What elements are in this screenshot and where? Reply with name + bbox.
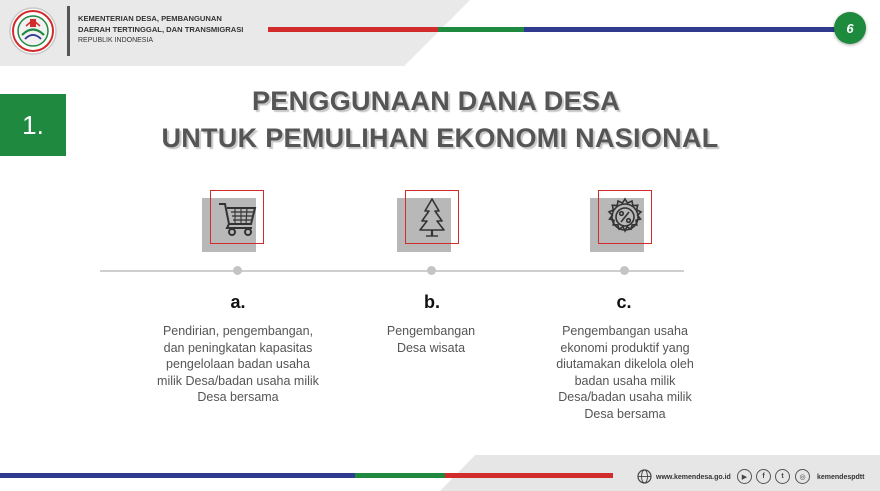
ministry-line-2: DAERAH TERTINGGAL, DAN TRANSMIGRASI [78,25,244,34]
globe-icon [637,469,652,484]
item-description-a [138,323,338,406]
timeline-dot-c [620,266,629,275]
ministry-seal-icon [8,6,58,56]
twitter-icon[interactable]: t [775,469,790,484]
footer-stripe-navy [0,473,355,478]
item-description-b [356,323,506,356]
description-line: badan usaha milik [574,373,676,388]
header-stripe-navy [524,27,836,32]
footer-website[interactable]: www.kemendesa.go.id [656,474,731,481]
timeline-dot-a [233,266,242,275]
item-letter-b: b. [424,292,440,312]
description-line: Pengembangan usaha [562,324,688,338]
item-letter-c: c. [616,292,632,312]
description-line: Desa bersama [584,406,666,421]
footer-social-handle[interactable]: kemendespdtt [817,474,865,481]
description-line: Pendirian, pengembangan, [162,324,314,338]
facebook-icon[interactable]: f [756,469,771,484]
description-line: Desa/badan usaha milik [558,390,692,404]
item-description-c [530,323,720,422]
description-line: diutamakan dikelola oleh [556,357,694,371]
instagram-icon[interactable]: ◎ [795,469,810,484]
description-line: Pengembangan [386,324,476,338]
ministry-name [78,13,243,46]
description-line: milik Desa/badan usaha milik [157,373,319,388]
icon-card-a [210,190,264,244]
shopping-cart-icon [215,195,259,239]
section-title-line-1: PENGGUNAAN DANA DESA [251,86,621,116]
header-divider [67,6,70,56]
ministry-line-1: KEMENTERIAN DESA, PEMBANGUNAN [78,14,222,23]
footer-stripe-red [445,473,613,478]
timeline-line [100,270,684,272]
description-line: Desa bersama [197,390,279,404]
youtube-icon[interactable]: ▶ [737,469,752,484]
header-stripe-red [268,27,438,32]
icon-card-c [598,190,652,244]
description-line: dan peningkatan kapasitas [163,340,313,355]
percent-gear-icon [603,195,647,239]
page-number-badge: 6 [834,12,866,44]
section-title-line-2: UNTUK PEMULIHAN EKONOMI NASIONAL [161,123,719,153]
item-letter-a: a. [230,292,246,312]
header-stripe-green [438,27,524,32]
section-number-badge: 1. [0,94,66,156]
ministry-line-3: REPUBLIK INDONESIA [78,37,154,44]
description-line: pengelolaan badan usaha [166,357,310,371]
timeline-dot-b [427,266,436,275]
footer-stripe-green [355,473,445,478]
pine-tree-icon [410,195,454,239]
description-line: ekonomi produktif yang [560,340,690,355]
icon-card-b [405,190,459,244]
description-line: Desa wisata [396,340,466,355]
